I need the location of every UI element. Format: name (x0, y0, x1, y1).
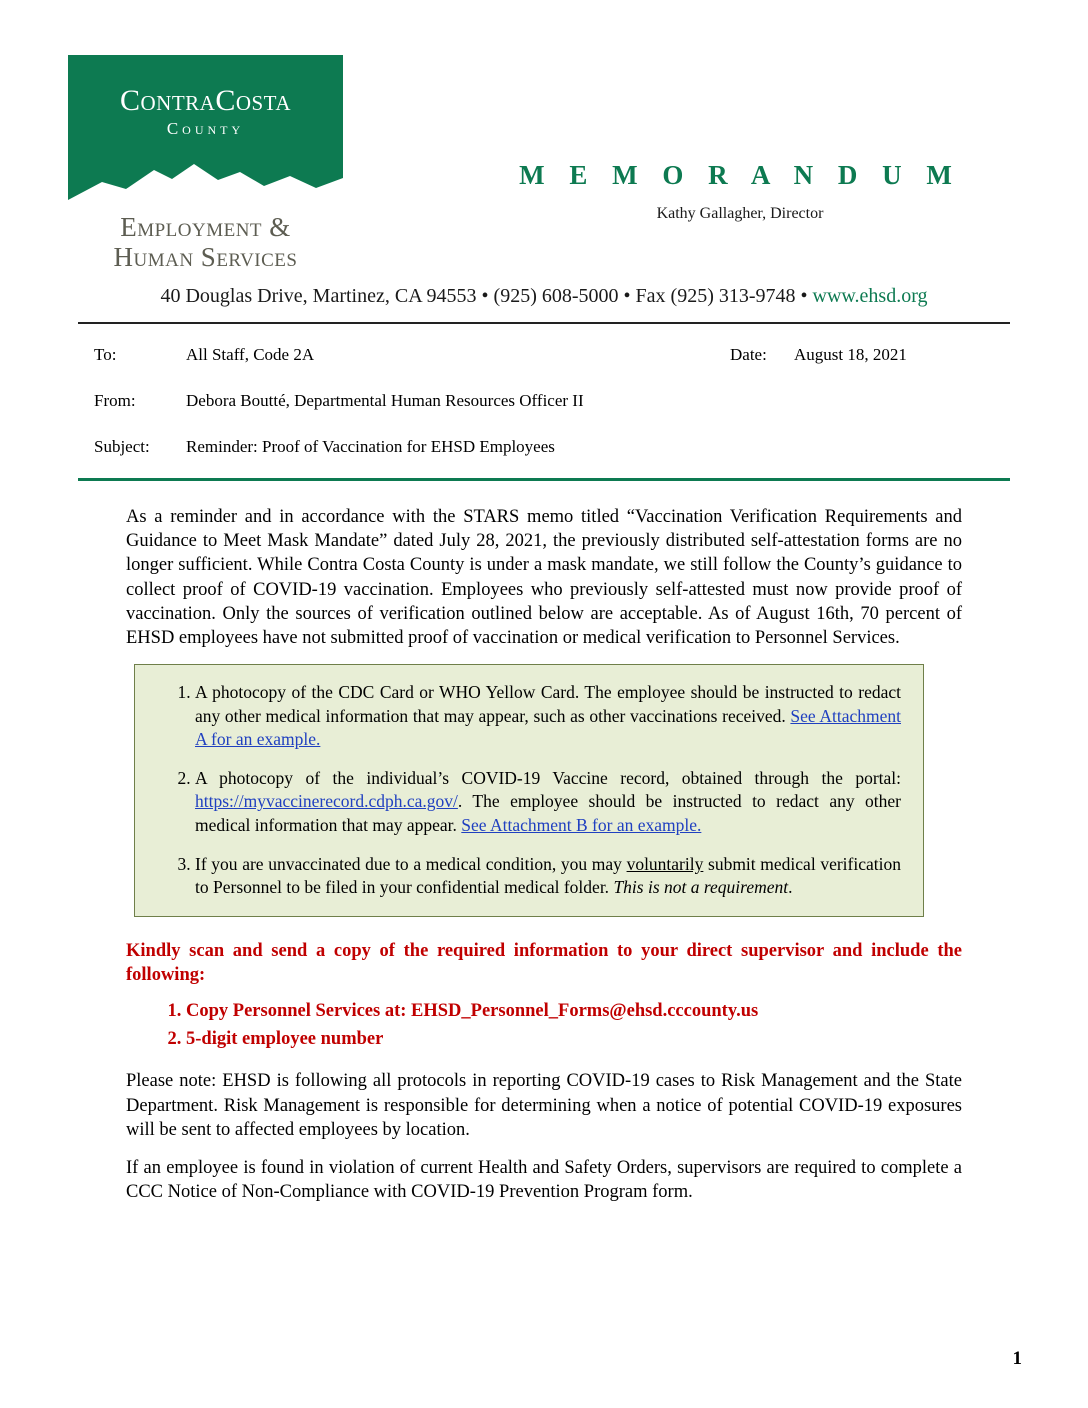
memo-body (126, 505, 962, 1219)
verification-sources-list (157, 681, 901, 899)
department-name (68, 212, 343, 272)
logo-subtitle: County (166, 118, 245, 138)
logo-mark (68, 55, 343, 200)
header-divider (78, 322, 1010, 324)
page-number: 1 (1012, 1348, 1022, 1369)
date-value: August 18, 2021 (794, 345, 907, 364)
from-value: Debora Boutté, Departmental Human Resources Officer II (186, 391, 584, 410)
item3-emphasis: voluntarily (626, 854, 704, 874)
item3-text-c: . (788, 877, 793, 898)
item3-text-a: If you are unvaccinated due to a medical condition, you may (195, 854, 627, 874)
list-item (195, 853, 901, 900)
memo-title: M E M O R A N D U M (519, 160, 961, 190)
verification-sources-callout (134, 664, 924, 916)
list-item: 2. 5-digit employee number (186, 1027, 962, 1051)
website-link[interactable]: www.ehsd.org (812, 285, 928, 307)
green-divider (78, 478, 1010, 481)
instruction-heading: Kindly scan and send a copy of the required information to your direct supervisor and include the following: (126, 940, 962, 985)
department-line-2: Human Services (113, 242, 298, 273)
subject-label: Subject: (94, 437, 150, 456)
item2-text-a: A photocopy of the individual’s COVID-19 Vaccine record, obtained through the portal: (195, 768, 901, 789)
to-label: To: (94, 345, 117, 364)
address-line (0, 285, 1088, 308)
vaccine-record-portal-link[interactable]: https://myvaccinerecord.cdph.ca.gov/ (195, 791, 458, 812)
list-item (195, 681, 901, 751)
item3-text-b: submit medical verification to Personnel to be filed in your confidential medical folder. (195, 854, 901, 898)
address-text: 40 Douglas Drive, Martinez, CA 94553 • (925) 608-5000 • Fax (925) 313-9748 • (160, 285, 813, 307)
attachment-a-link[interactable]: See Attachment A for an example. (195, 705, 901, 749)
note-paragraph: Please note: EHSD is following all protocols in reporting COVID-19 cases to Risk Management and the State Department. Risk Management is responsible for determining when a notice of potential COVID-19 exposures will be sent to affected employees by location. (126, 1071, 962, 1140)
violation-paragraph: If an employee is found in violation of current Health and Safety Orders, supervisors are required to complete a CCC Notice of Non-Compliance with COVID-19 Prevention Program form. (126, 1158, 962, 1203)
field-row-subject (94, 437, 994, 467)
item2-text-b: . The employee should be instructed to redact any other medical information that may appear. (195, 791, 901, 835)
from-label: From: (94, 391, 136, 410)
item3-italic-note: This is not a requirement (613, 877, 789, 898)
memo-header (430, 160, 1050, 223)
field-row-from (94, 391, 994, 421)
mountain-logo-icon (68, 162, 343, 200)
list-item (195, 767, 901, 837)
letterhead (0, 0, 1088, 307)
date-label: Date: (730, 345, 767, 364)
to-value: All Staff, Code 2A (186, 345, 315, 364)
field-row-to (94, 345, 994, 375)
instruction-list (126, 999, 962, 1051)
subject-value: Reminder: Proof of Vaccination for EHSD Employees (186, 437, 555, 456)
intro-paragraph: As a reminder and in accordance with the STARS memo titled “Vaccination Verification Requirements and Guidance to Meet Mask Mandate” dated July 28, 2021, the previously distributed self-attestation forms are no longer sufficient. While Contra Costa County is under a mask mandate, we still follow the County’s guidance to collect proof of COVID-19 vaccination. Employees who previously self-attested must now provide proof of vaccination. Only the sources of verification outlined below are acceptable. As of August 16th, 70 percent of EHSD employees have not submitted proof of vaccination or medical verification to Personnel Services. (126, 507, 962, 649)
logo-title: ContraCosta (119, 84, 291, 117)
director-name: Kathy Gallagher, Director (656, 205, 824, 222)
agency-logo (68, 55, 343, 272)
item1-text: A photocopy of the CDC Card or WHO Yellow Card. The employee should be instructed to redact any other medical information that may appear, such as other vaccinations received. (195, 682, 901, 726)
department-line-1: Employment & (120, 212, 291, 242)
memo-fields (94, 345, 994, 483)
attachment-b-link[interactable]: See Attachment B for an example. (461, 814, 702, 835)
list-item: 1. Copy Personnel Services at: EHSD_Personnel_Forms@ehsd.cccounty.us (186, 999, 962, 1023)
